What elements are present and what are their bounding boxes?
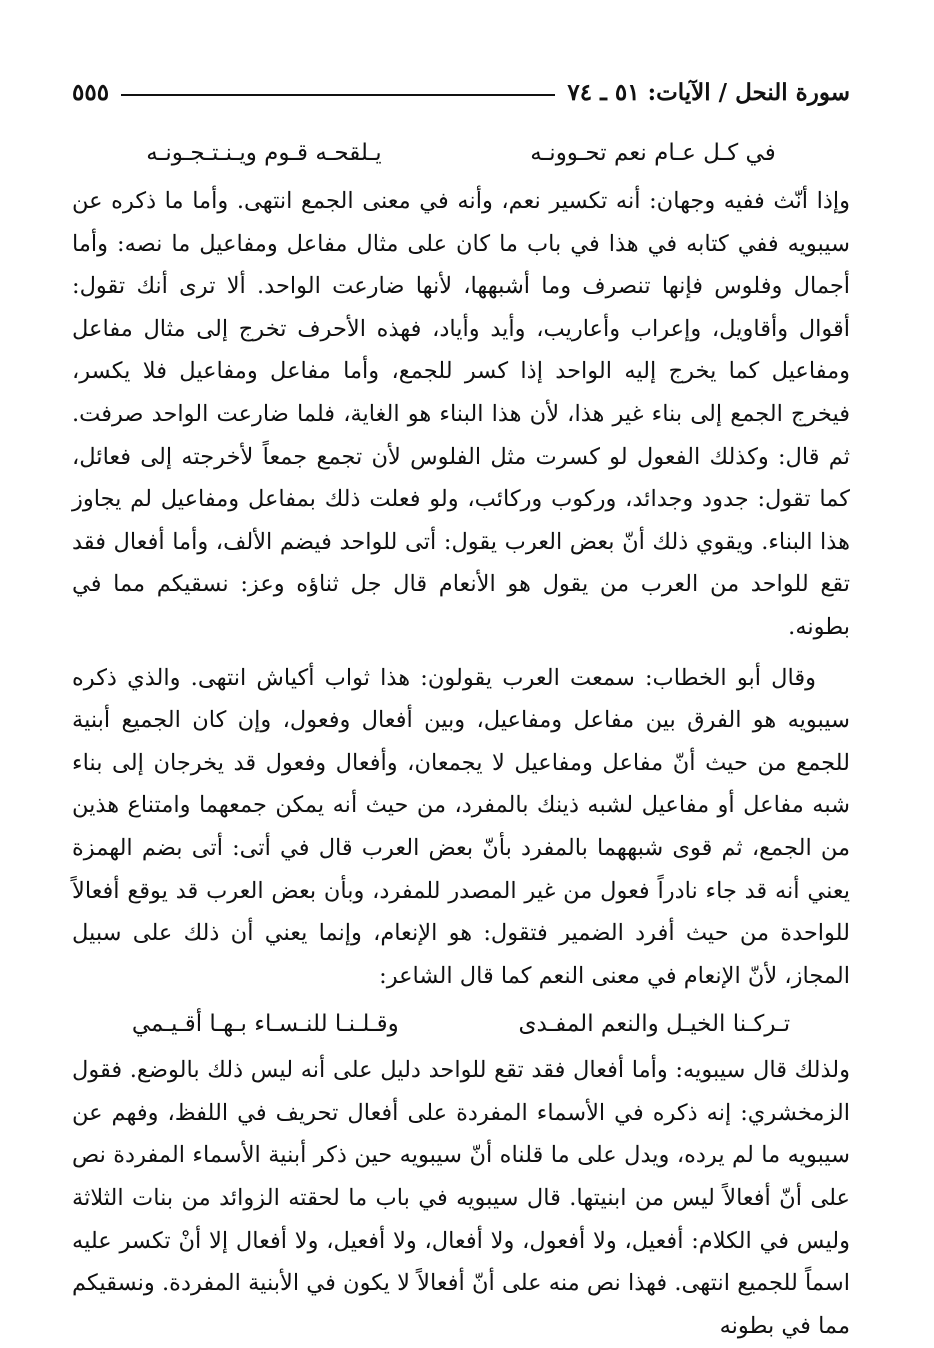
verse-first-hemistich: في كـل عـام نعم تحـوونـه — [530, 140, 776, 166]
page-body — [72, 128, 850, 1347]
header-rule — [121, 94, 555, 96]
verse-first-hemistich: تـركـنا الخيـل والنعم المفـدى — [518, 1011, 791, 1038]
page-number: ٥٥٥ — [72, 78, 110, 106]
poetry-verse — [72, 999, 850, 1049]
verse-second-hemistich: وقـلـنـا للنـسـاء بـهـا أقـيـمي — [131, 1011, 399, 1038]
page-header — [72, 72, 850, 112]
verse-second-hemistich: يـلقحـه قـوم ويـنـتـجـونـه — [146, 140, 382, 166]
paragraph: وقال أبو الخطاب: سمعت العرب يقولون: هذا ثواب أكياش انتهى. والذي ذكره سيبويه هو الفرق بين مفاعل ومفاعيل، وبين أفعال وفعول، وإن كان الجميع أبنية للجمع من حيث أنّ مفاعل ومفاعيل لا يجمعان، وأفعال وفعول قد يخرجان إلى بناء شبه مفاعل أو مفاعيل لشبه ذينك بالمفرد، من حيث أنه يمكن جمعهما وامتناع هذين من الجمع، ثم قوى شبههما بالمفرد بأنّ بعض العرب قال في أتى: أتى بضم الهمزة يعني أنه قد جاء نادراً فعول من غير المصدر للمفرد، وبأن بعض العرب قد يوقع أفعالاً للواحدة من حيث أفرد الضمير فتقول: هو الإنعام، وإنما يعني أن ذلك على سبيل المجاز، لأنّ الإنعام في معنى النعم كما قال الشاعر: — [72, 664, 850, 989]
running-title: سورة النحل / الآيات: ٥١ ـ ٧٤ — [567, 78, 850, 106]
paragraph: وإذا أنّث ففيه وجهان: أنه تكسير نعم، وأنه في معنى الجمع انتهى. وأما ما ذكره عن سيبويه ففي كتابه في هذا في باب ما كان على مثال مفاعل ومفاعيل ما نصه: وأما أجمال وفلوس فإنها تنصرف وما أشبهها، لأنها ضارعت الواحد. ألا ترى أنك تقول: أقوال وأقاويل، وإعراب وأعاريب، وأيد وأياد، فهذه الأحرف تخرج إلى مثال مفاعل ومفاعيل كما يخرج إليه الواحد إذا كسر للجمع، وأما مفاعل ومفاعيل فلا يكسر، فيخرج الجمع إلى بناء غير هذا، لأن هذا البناء هو الغاية، فلما ضارعت الواحد صرفت. ثم قال: وكذلك الفعول لو كسرت مثل الفلوس لأن تجمع جمعاً لأخرجته إلى فعائل، كما تقول: جدود وجدائد، وركوب وركائب، ولو فعلت ذلك بمفاعل ومفاعيل لم يجاوز هذا البناء. ويقوي ذلك أنّ بعض العرب يقول: أتى للواحد فيضم الألف، وأما أفعال فقد تقع للواحد من العرب من يقول هو الأنعام قال جل ثناؤه وعز: نسقيكم مما في بطونه. — [72, 188, 850, 640]
poetry-verse — [72, 128, 850, 178]
paragraph: ولذلك قال سيبويه: وأما أفعال فقد تقع للواحد دليل على أنه ليس ذلك بالوضع. فقول الزمخشري: إنه ذكره في الأسماء المفردة على أفعال تحريف في اللفظ، وفهم عن سيبويه ما لم يرده، ويدل على ما قلناه أنّ سيبويه حين ذكر أبنية الأسماء المفردة نص على أنّ أفعالاً ليس من ابنيتها. قال سيبويه في باب ما لحقته الزوائد من بنات الثلاثة وليس في الكلام: أفعيل، ولا أفعول، ولا أفعال، ولا أفعيل، ولا أفعال إلا أنْ تكسر عليه اسماً للجميع انتهى. فهذا نص منه على أنّ أفعالاً لا يكون في الأبنية المفردة. ونسقيكم مما في بطونه — [72, 1057, 850, 1339]
